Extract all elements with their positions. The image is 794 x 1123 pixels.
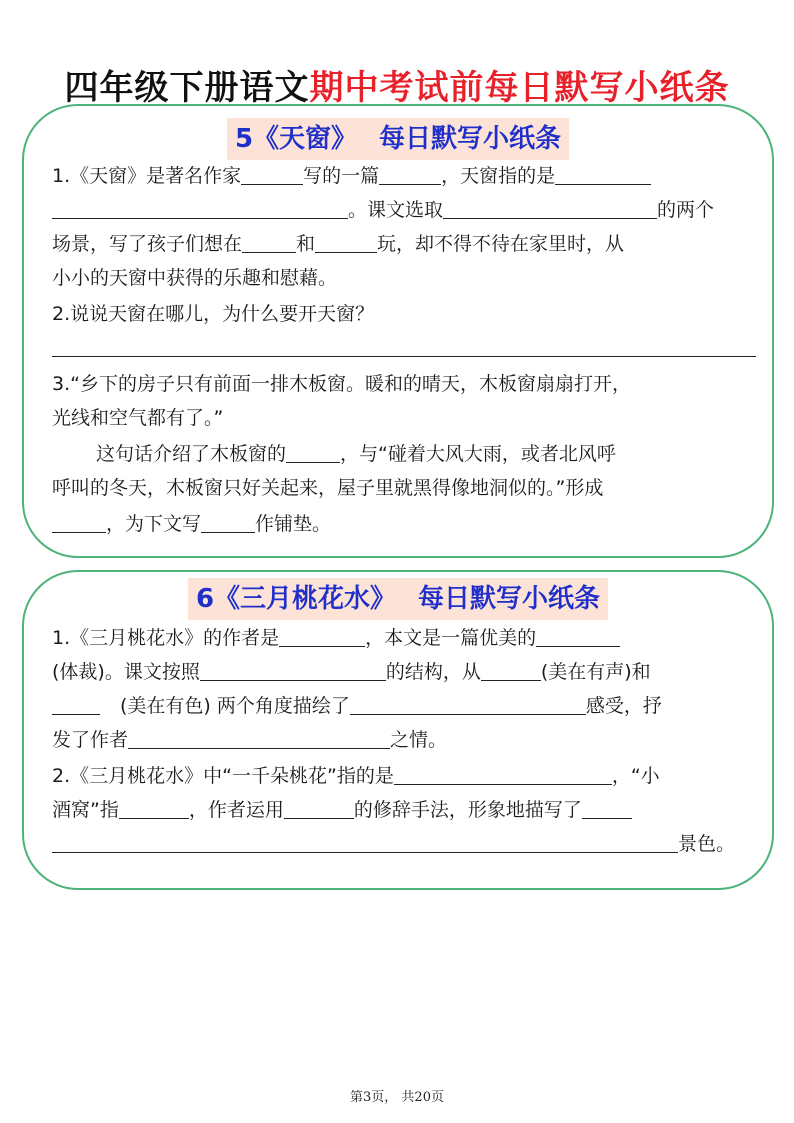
section-subtitle: 每日默写小纸条 [418,584,601,614]
answer-blank[interactable] [350,694,586,715]
answer-blank[interactable] [582,798,632,819]
answer-blank[interactable] [52,198,348,219]
answer-blank[interactable] [279,626,365,647]
answer-blank[interactable] [481,660,541,681]
section-lesson-name: 《三月桃花水》 [214,584,397,614]
text-line: 呼叫的冬天，木板窗只好关起来，屋子里就黑得像地洞似的。”形成 [52,477,604,499]
text-line: 景色。 [52,832,735,856]
text-line: (美在有色) 两个角度描绘了 感受，抒 [52,694,662,718]
answer-blank[interactable] [241,164,303,185]
page-title [0,60,794,109]
answer-blank[interactable] [52,832,678,853]
answer-blank[interactable] [200,660,386,681]
answer-blank[interactable] [286,442,340,463]
answer-line [52,336,756,360]
answer-blank[interactable] [52,694,100,715]
answer-blank[interactable] [52,512,106,533]
text-line: 。课文选取 的两个 [52,198,714,222]
text-line: 小小的天窗中获得的乐趣和慰藉。 [52,267,338,289]
text-line: 1.《天窗》是著名作家 写的一篇 ，天窗指的是 [52,164,651,188]
section-heading [227,118,569,160]
section-lesson-name: 《天窗》 [253,124,358,154]
section-number: 5 [234,124,254,154]
answer-blank[interactable] [119,798,189,819]
text-line: 2.《三月桃花水》中“一千朵桃花”指的是 ，“小 [52,765,660,787]
title-grade: 四年级下册语文 [64,68,310,108]
answer-blank[interactable] [315,232,377,253]
text-line: 发了作者 之情。 [52,729,448,751]
answer-blank[interactable] [536,626,620,647]
text-line: ，为下文写 作铺垫。 [52,512,331,536]
answer-blank[interactable] [555,164,651,185]
text-line: 这句话介绍了木板窗的 ，与“碰着大风大雨，或者北风呼 [96,443,616,465]
section-heading [188,578,608,620]
answer-blank[interactable] [443,198,657,219]
text-line: 酒窝”指 ，作者运用 的修辞手法，形象地描写了 [52,798,632,822]
section-card-tianchuang [22,104,774,558]
section-number: 6 [195,584,215,614]
answer-blank[interactable] [201,512,255,533]
answer-blank[interactable] [242,232,296,253]
page-footer: 第3页， 共20页 [350,1090,444,1105]
text-line: 1.《三月桃花水》的作者是 ，本文是一篇优美的 [52,626,620,650]
text-line: 场景，写了孩子们想在 和 玩，却不得不待在家里时，从 [52,233,625,255]
answer-blank[interactable] [284,798,354,819]
answer-blank[interactable] [128,728,390,749]
section-subtitle: 每日默写小纸条 [379,124,562,154]
section-card-sanyue-taohuashui [22,570,774,890]
title-topic: 期中考试前每日默写小纸条 [309,68,730,108]
answer-blank[interactable] [379,164,441,185]
answer-blank[interactable] [52,336,756,357]
text-line: 光线和空气都有了。” [52,407,224,429]
question-2: 2.说说天窗在哪儿，为什么要开天窗？ [52,303,375,325]
answer-blank[interactable] [394,764,612,785]
question-3: 3.“乡下的房子只有前面一排木板窗。暖和的晴天，木板窗扇扇打开， [52,373,631,395]
text-line: (体裁)。课文按照 的结构，从 (美在有声)和 [52,661,651,683]
